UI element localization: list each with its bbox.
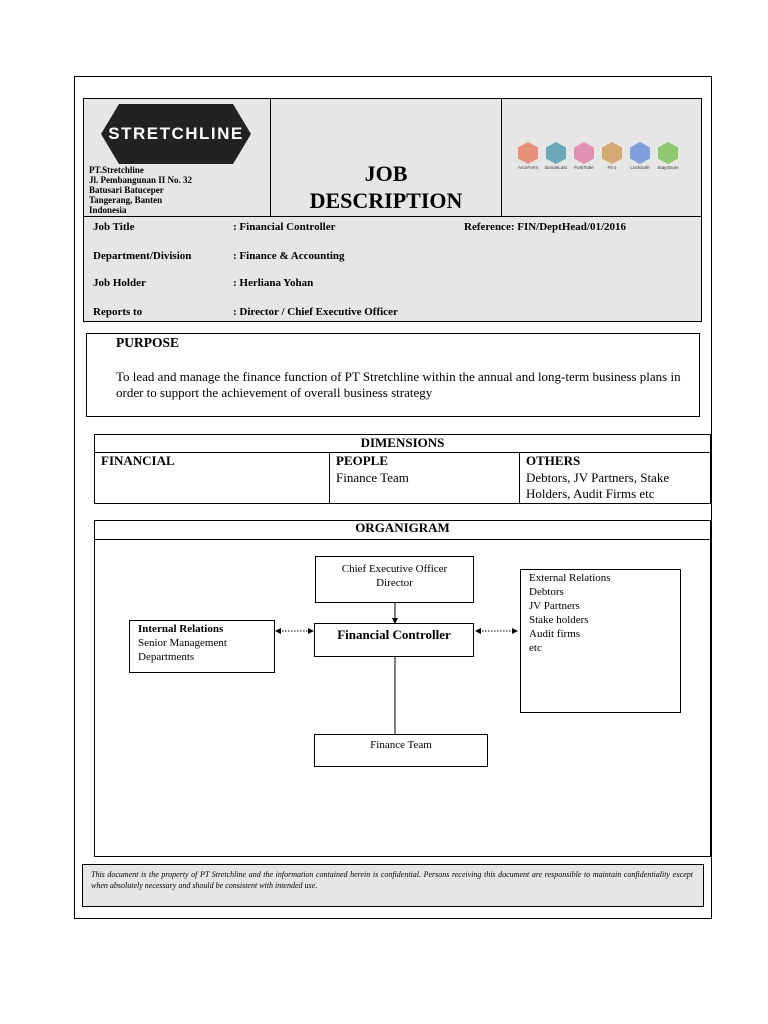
financial-heading: FINANCIAL <box>101 453 175 468</box>
job-holder-label: Job Holder <box>93 277 146 289</box>
ceo-subtitle: Director <box>376 577 413 589</box>
logo-text: STRETCHLINE <box>108 124 244 143</box>
brand-name: BondeLast <box>545 165 567 170</box>
finance-team-node <box>314 734 488 767</box>
people-heading: PEOPLE <box>336 453 389 468</box>
others-heading: OTHERS <box>526 453 581 468</box>
title-line: JOB <box>364 161 408 186</box>
dimensions-title: DIMENSIONS <box>360 435 445 450</box>
address-line: Jl. Pembangunan II No. 32 <box>89 175 193 185</box>
external-relations-item: Audit firms <box>529 628 581 640</box>
people-text: Finance Team <box>336 470 409 485</box>
finance-team-title: Finance Team <box>370 739 432 751</box>
external-relations-item: etc <box>529 642 542 654</box>
job-title-label: Job Title <box>93 221 135 233</box>
external-relations-item: JV Partners <box>529 600 580 612</box>
internal-relations-item: Senior Management <box>138 637 227 649</box>
department-label: Department/Division <box>93 250 192 262</box>
external-relations-item: Debtors <box>529 586 564 598</box>
external-relations-node <box>520 569 681 713</box>
internal-relations-node <box>129 620 275 673</box>
address-line: Tangerang, Banten <box>89 195 163 205</box>
reference-code: Reference: FIN/DeptHead/01/2016 <box>464 221 627 233</box>
purpose-text: To lead and manage the finance function of PT Stretchline within the annual and long-term business plans in order to support the achievement of overall business strategy <box>116 369 681 400</box>
address-line: Indonesia <box>89 205 127 215</box>
brand-name: Fit-J <box>607 165 617 170</box>
internal-relations-title: Internal Relations <box>138 623 224 635</box>
brand-name: LockSafe <box>630 165 650 170</box>
others-text: Debtors, JV Partners, Stake Holders, Audit Firms etc <box>526 470 670 501</box>
financial-controller-title: Financial Controller <box>337 627 451 642</box>
confidentiality-text: This document is the property of PT Stretchline and the information contained herein is confidential. Persons receiving this document are responsible to maintain confidentiality except when absolutely necessary and should be consistent with intended use. <box>91 870 693 890</box>
job-title-value: : Financial Controller <box>233 221 336 233</box>
purpose-title: PURPOSE <box>116 335 180 350</box>
brand-name: Stay4Sure <box>657 165 679 170</box>
reports-to-label: Reports to <box>93 306 143 318</box>
address-line: Batusari Batuceper <box>89 185 164 195</box>
brand-name: FortiTube <box>574 165 594 170</box>
brand-name: ArcoForm <box>517 165 539 170</box>
internal-relations-item: Departments <box>138 651 195 663</box>
external-relations-item: External Relations <box>529 572 611 584</box>
ceo-title: Chief Executive Officer <box>341 563 448 575</box>
job-holder-value: : Herliana Yohan <box>233 277 314 289</box>
ceo-node <box>315 556 474 603</box>
address-line: PT.Stretchline <box>89 165 144 175</box>
reports-to-value: : Director / Chief Executive Officer <box>233 306 398 318</box>
department-value: : Finance & Accounting <box>233 250 345 262</box>
external-relations-item: Stake holders <box>529 614 589 626</box>
financial-controller-node <box>314 623 474 657</box>
title-line: DESCRIPTION <box>309 188 463 213</box>
organigram-title: ORGANIGRAM <box>355 520 450 535</box>
